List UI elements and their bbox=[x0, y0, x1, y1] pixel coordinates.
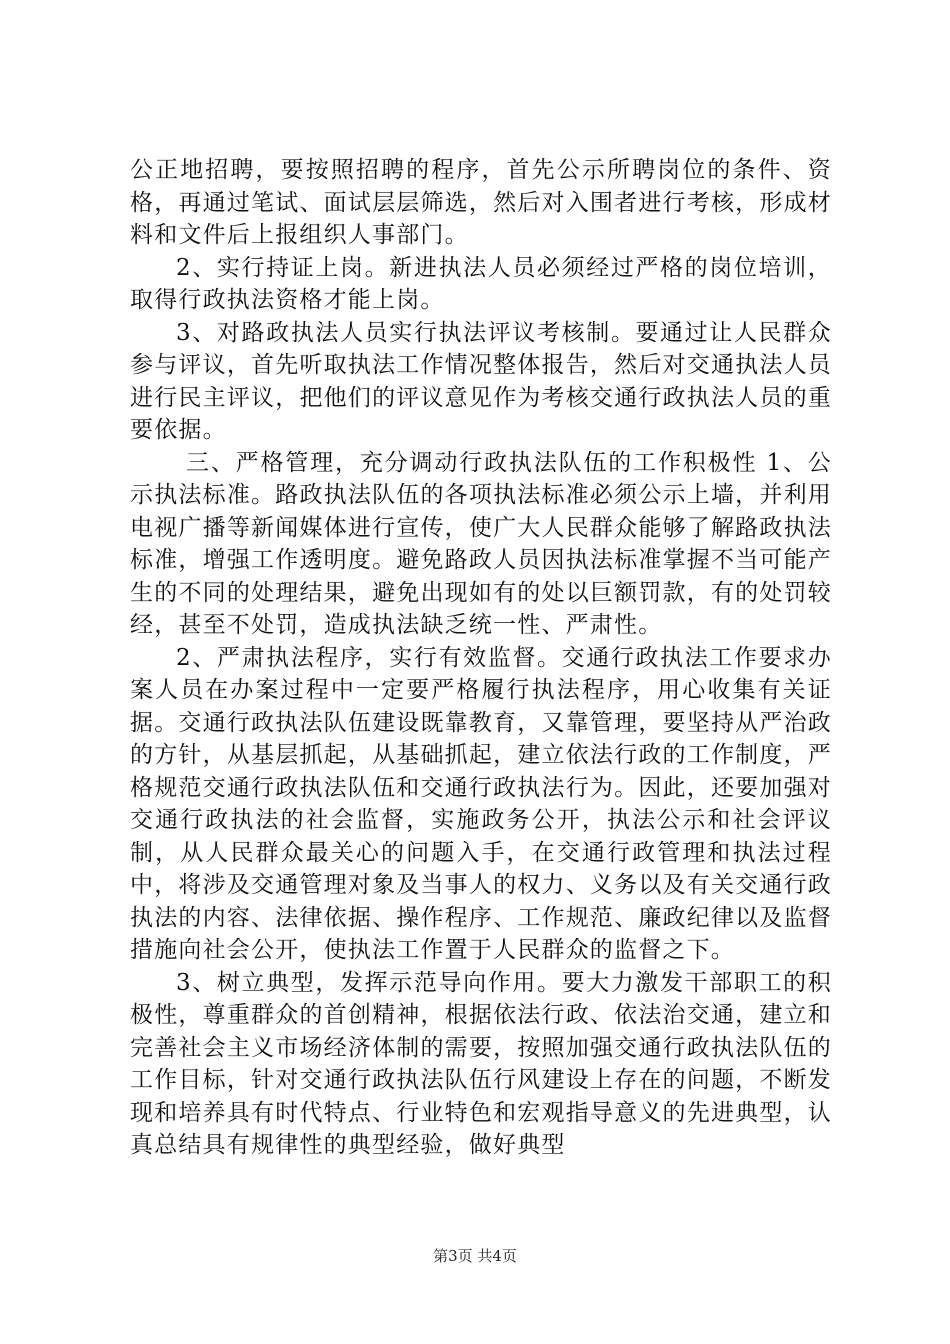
paragraph-continuation: 公正地招聘，要按照招聘的程序，首先公示所聘岗位的条件、资格，再通过笔试、面试层层筛选，然后对入围者进行考核，形成材料和文件后上报组织人事部门。 bbox=[130, 157, 832, 248]
paragraph-certification: 2、实行持证上岗。新进执法人员必须经过严格的岗位培训，取得行政执法资格才能上岗。 bbox=[130, 254, 832, 313]
paragraph-evaluation: 3、对路政执法人员实行执法评议考核制。要通过让人民群众参与评议，首先听取执法工作情况整体报告，然后对交通执法人员进行民主评议，把他们的评议意见作为考核交通行政执法人员的重要依据。 bbox=[130, 319, 832, 443]
paragraph-enforcement-procedure: 2、严肃执法程序，实行有效监督。交通行政执法工作要求办案人员在办案过程中一定要严格履行执法程序，用心收集有关证据。交通行政执法队伍建设既靠教育，又靠管理，要坚持从严治政的方针，从基层抓起，从基础抓起，建立依法行政的工作制度，严格规范交通行政执法队伍和交通行政执法行为。因此，还要加强对交通行政执法的社会监督，实施政务公开，执法公示和社会评议制，从人民群众最关心的问题入手，在交通行政管理和执法过程中，将涉及交通管理对象及当事人的权力、义务以及有关交通行政执法的内容、法律依据、操作程序、工作规范、廉政纪律以及监督措施向社会公开，使执法工作置于人民群众的监督之下。 bbox=[130, 644, 832, 963]
paragraph-strict-management: 三、严格管理，充分调动行政执法队伍的工作积极性 1、公示执法标准。路政执法队伍的各项执法标准必须公示上墙，并利用电视广播等新闻媒体进行宣传，使广大人民群众能够了解路政执法标准，增强工作透明度。避免路政人员因执法标准掌握不当可能产生的不同的处理结果，避免出现如有的处以巨额罚款，有的处罚较经，甚至不处罚，造成执法缺乏统一性、严肃性。 bbox=[130, 449, 832, 638]
page-number-footer: 第3页 共4页 bbox=[433, 1247, 517, 1265]
document-body bbox=[130, 154, 832, 1162]
paragraph-role-models: 3、树立典型，发挥示范导向作用。要大力激发干部职工的积极性，尊重群众的首创精神，根据依法行政、依法治交通，建立和完善社会主义市场经济体制的需要，按照加强交通行政执法队伍的工作目标，针对交通行政执法队伍行风建设上存在的问题，不断发现和培养具有时代特点、行业特色和宏观指导意义的先进典型，认真总结具有规律性的典型经验，做好典型 bbox=[130, 969, 832, 1158]
